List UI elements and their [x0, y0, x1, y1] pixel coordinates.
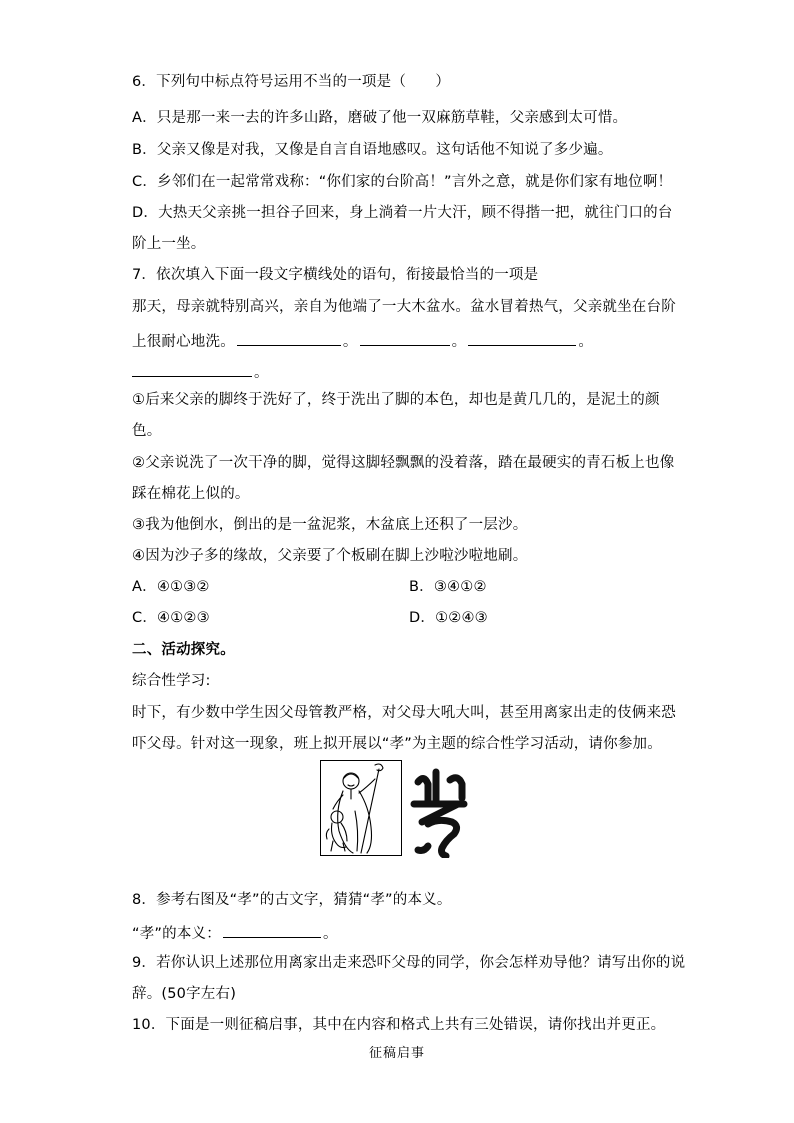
separator: 。: [578, 334, 594, 350]
q6-option-b: B．父亲又像是对我，又像是自言自语地感叹。这句话他不知说了多少遍。: [132, 142, 613, 158]
q7-sentence-1b: 色。: [132, 423, 162, 439]
q6-stem: 6．下列句中标点符号运用不当的一项是（ ）: [132, 74, 451, 90]
q7-passage-line1: 那天，母亲就特别高兴，亲自为他端了一大木盆水。盆水冒着热气，父亲就坐在台阶: [132, 299, 676, 315]
q7-sentence-1a: ①后来父亲的脚终于洗好了，终于洗出了脚的本色，却也是黄几几的，是泥土的颜: [132, 392, 660, 408]
q7-option-d: D．①②④③: [409, 610, 488, 626]
illustration-image: [320, 760, 402, 856]
q8-stem: 8．参考右图及“孝”的古文字，猜猜“孝”的本义。: [132, 892, 452, 908]
q7-passage-text: 上很耐心地洗。: [132, 334, 235, 350]
answer-blank: [360, 329, 450, 346]
answer-blank: [223, 921, 321, 938]
q7-sentence-2b: 踩在棉花上似的。: [132, 486, 250, 502]
q6-option-d-line2: 阶上一坐。: [132, 236, 206, 252]
section-title: 二、活动探究。: [132, 642, 235, 658]
seal-script-character: [408, 766, 478, 858]
section-paragraph-line1: 时下，有少数中学生因父母管教严格，对父母大吼大叫，甚至用离家出走的伎俩来恐: [132, 705, 676, 721]
q7-passage-line3: [132, 360, 269, 383]
q6-option-d-line1: D．大热天父亲挑一担谷子回来，身上淌着一片大汗，顾不得揩一把，就往门口的台: [132, 205, 673, 221]
answer-blank: [132, 360, 252, 377]
q6-option-c: C．乡邻们在一起常常戏称：“你们家的台阶高！”言外之意，就是你们家有地位啊！: [132, 174, 673, 190]
section-subtitle: 综合性学习:: [132, 673, 211, 689]
q7-sentence-2a: ②父亲说洗了一次干净的脚，觉得这脚轻飘飘的没着落，踏在最硬实的青石板上也像: [132, 455, 675, 471]
illustration-drawing: [321, 761, 402, 856]
q7-stem: 7．依次填入下面一段文字横线处的语句，衔接最恰当的一项是: [132, 267, 539, 283]
q8-answer-label: “孝”的本义：: [132, 926, 221, 942]
separator: 。: [451, 334, 467, 350]
q9-line1: 9．若你认识上述那位用离家出走来恐吓父母的同学，你会怎样劝导他？请写出你的说: [132, 955, 686, 971]
separator: 。: [322, 926, 338, 942]
q7-option-b: B．③④①②: [409, 579, 487, 595]
q7-option-a: A．④①③②: [132, 579, 210, 595]
q7-sentence-3: ③我为他倒水，倒出的是一盆泥浆，木盆底上还积了一层沙。: [132, 517, 528, 533]
answer-blank: [468, 329, 576, 346]
q9-line2: 辞。(50字左右): [132, 986, 237, 1002]
q7-sentence-4: ④因为沙子多的缘故，父亲要了个板刷在脚上沙啦沙啦地刷。: [132, 548, 528, 564]
notice-title: 征稿启事: [368, 1046, 425, 1061]
q8-answer-line: [132, 921, 338, 944]
answer-blank: [237, 329, 341, 346]
q10-stem: 10．下面是一则征稿启事，其中在内容和格式上共有三处错误，请你找出并更正。: [132, 1017, 666, 1033]
q7-option-c: C．④①②③: [132, 610, 210, 626]
separator: 。: [342, 334, 358, 350]
q7-passage-line2: [132, 329, 593, 352]
separator: 。: [254, 365, 269, 381]
q6-option-a: A．只是那一来一去的许多山路，磨破了他一双麻筋草鞋，父亲感到太可惜。: [132, 110, 628, 126]
section-paragraph-line2: 吓父母。针对这一现象，班上拟开展以“孝”为主题的综合性学习活动，请你参加。: [132, 736, 662, 752]
seal-glyph-drawing: [408, 766, 478, 858]
